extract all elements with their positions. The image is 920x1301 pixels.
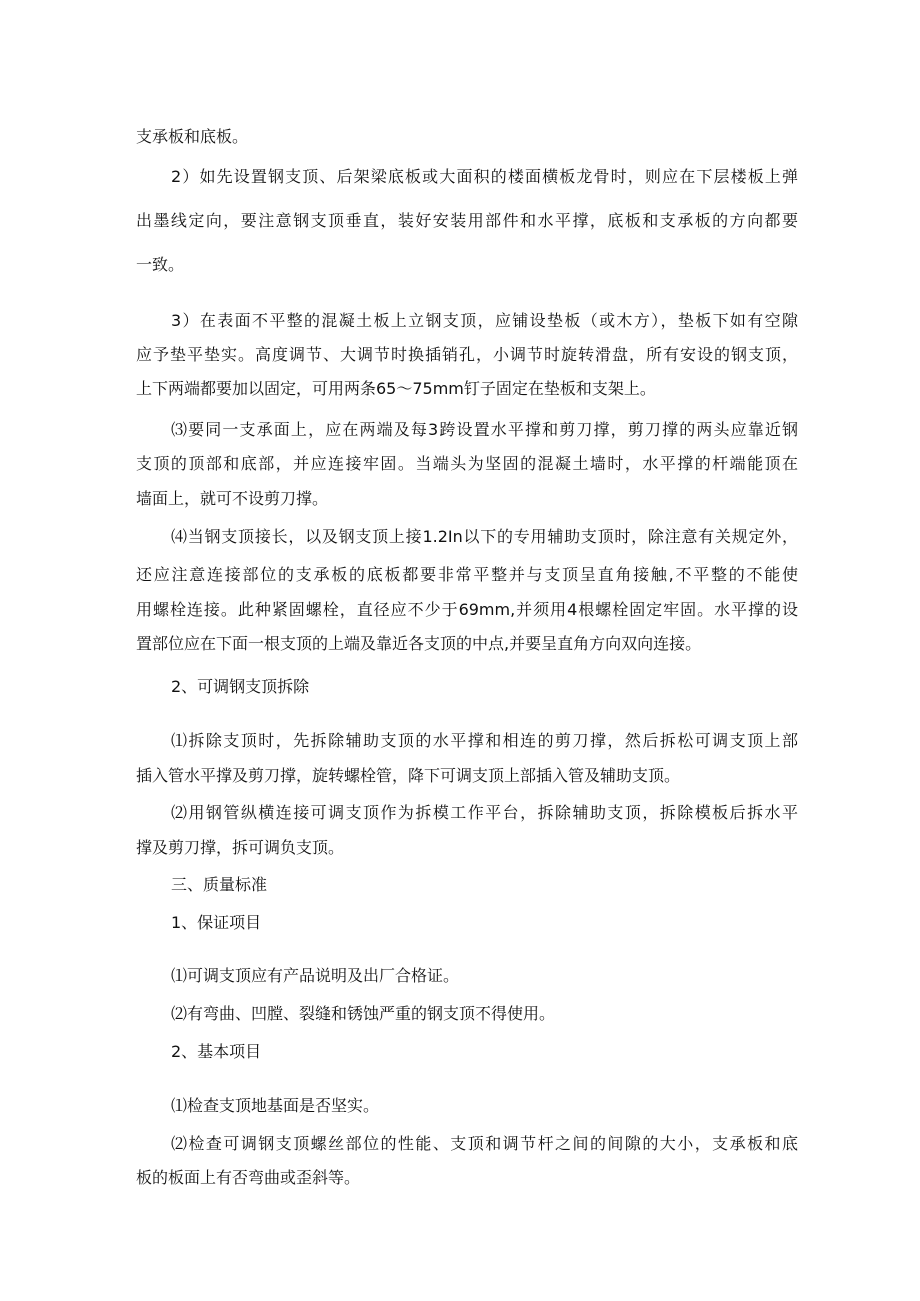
text-line: ⑴拆除支顶时，先拆除辅助支顶的水平撑和相连的剪刀撑，然后拆松可调支顶上部 <box>171 731 798 750</box>
text-line: 一致。 <box>136 255 185 274</box>
text-line: 板的板面上有否弯曲或歪斜等。 <box>136 1168 361 1187</box>
section-heading: 2、可调钢支顶拆除 <box>171 677 310 696</box>
text-line: 应予垫平垫实。高度调节、大调节时换插销孔，小调节时旋转滑盘，所有安设的钢支顶， <box>136 345 798 364</box>
text-line: 3）在表面不平整的混凝土板上立钢支顶，应铺设垫板（或木方），垫板下如有空隙 <box>171 311 798 330</box>
text-line: 支承板和底板。 <box>136 127 249 146</box>
text-line: ⑴检查支顶地基面是否坚实。 <box>171 1096 380 1115</box>
text-line: ⑴可调支顶应有产品说明及出厂合格证。 <box>171 966 460 985</box>
text-line: 用螺栓连接。此种紧固螺栓，直径应不少于69mm,并须用4根螺栓固定牢固。水平撑的设 <box>136 600 798 619</box>
text-line: 置部位应在下面一根支顶的上端及靠近各支顶的中点,并要呈直角方向双向连接。 <box>136 634 702 653</box>
text-line: 上下两端都要加以固定，可用两条65～75mm钉子固定在垫板和支架上。 <box>136 379 656 398</box>
text-line: 2）如先设置钢支顶、后架梁底板或大面积的楼面横板龙骨时，则应在下层楼板上弹 <box>171 167 798 186</box>
text-line: 插入管水平撑及剪刀撑，旋转螺栓管，降下可调支顶上部插入管及辅助支顶。 <box>136 766 681 785</box>
text-line: 还应注意连接部位的支承板的底板都要非常平整并与支顶呈直角接触,不平整的不能使 <box>136 565 798 584</box>
text-line: 墙面上，就可不设剪刀撑。 <box>136 489 329 508</box>
text-line: 支顶的顶部和底部，并应连接牢固。当端头为坚固的混凝土墙时，水平撑的杆端能顶在 <box>136 454 798 473</box>
text-line: ⑵用钢管纵横连接可调支顶作为拆模工作平台，拆除辅助支顶，拆除模板后拆水平 <box>171 803 798 822</box>
text-line: ⑵有弯曲、凹膛、裂缝和锈蚀严重的钢支顶不得使用。 <box>171 1004 556 1023</box>
text-line: 撑及剪刀撑，拆可调负支顶。 <box>136 838 345 857</box>
section-heading: 2、基本项目 <box>171 1042 262 1061</box>
text-line: ⑷当钢支顶接长，以及钢支顶上接1.2In以下的专用辅助支顶时，除注意有关规定外， <box>171 527 798 546</box>
text-line: 出墨线定向，要注意钢支顶垂直，装好安装用部件和水平撑，底板和支承板的方向都要 <box>136 211 798 230</box>
text-line: ⑶要同一支承面上，应在两端及每3跨设置水平撑和剪刀撑，剪刀撑的两头应靠近钢 <box>171 420 798 439</box>
text-line: ⑵检查可调钢支顶螺丝部位的性能、支顶和调节杆之间的间隙的大小，支承板和底 <box>171 1134 798 1153</box>
section-heading: 1、保证项目 <box>171 913 262 932</box>
section-heading: 三、质量标准 <box>171 875 268 894</box>
